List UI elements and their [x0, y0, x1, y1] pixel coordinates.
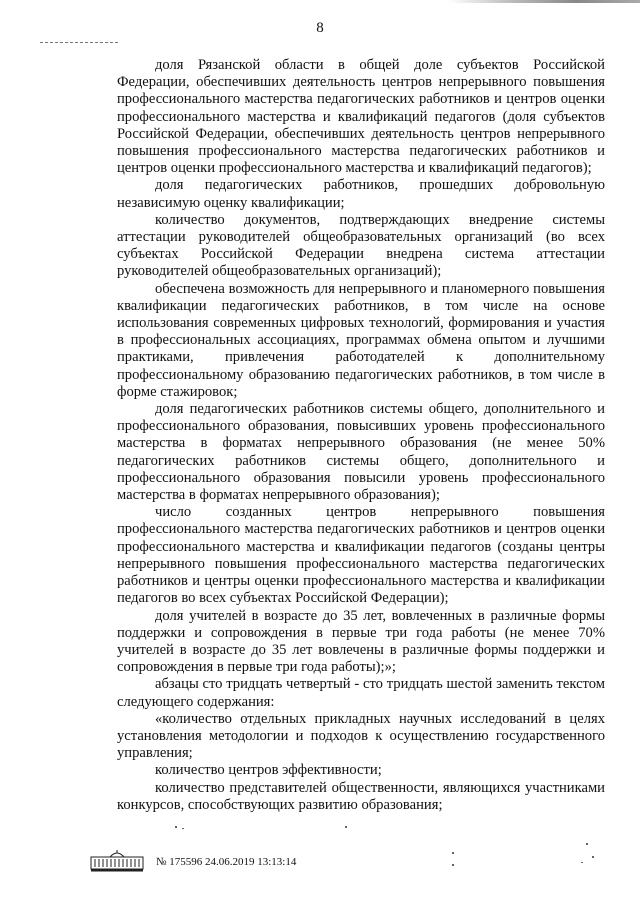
paragraph: количество представителей общественности, являющихся участниками конкурсов, способствующих развитию образования;: [117, 779, 605, 813]
paragraph: доля педагогических работников, прошедших добровольную независимую оценку квалификации;: [117, 177, 605, 211]
document-body: [117, 57, 605, 814]
scan-mark: [40, 42, 118, 45]
paragraph: количество центров эффективности;: [155, 762, 382, 779]
paragraph: абзацы сто тридцать четвертый - сто тридцать шестой заменить текстом следующего содержания:: [117, 676, 605, 710]
page-number: 8: [316, 20, 324, 36]
paragraph: доля педагогических работников системы общего, дополнительного и профессионального образования, повысивших уровень профессионального мастерства в форматах непрерывного образования (не менее 50% педагогических работников системы общего, дополнительного и профессионального образования повысили уровень профессионального мастерства в форматах непрерывного образования);: [117, 401, 605, 504]
paragraph: «количество отдельных прикладных научных исследований в целях установления методологии и подходов к осуществлению государственного управления;: [117, 710, 605, 762]
scan-speck: [452, 852, 454, 854]
scan-edge: [0, 0, 640, 3]
scan-speck: [586, 843, 588, 845]
scan-speck: [345, 826, 347, 828]
scan-speck: [592, 856, 594, 858]
government-building-stamp-icon: [90, 848, 144, 872]
footer: [90, 848, 610, 880]
paragraph: доля Рязанской области в общей доле субъектов Российской Федерации, обеспечивших деятельность центров непрерывного повышения профессионального мастерства педагогических работников и центров оценки профессионального мастерства и квалификаций педагогов (доля субъектов Российской Федерации, обеспечивших деятельность центров непрерывного повышения профессионального мастерства педагогических работников и центров оценки профессионального мастерства и квалификаций педагогов);: [117, 57, 605, 177]
scan-speck: [452, 864, 454, 866]
paragraph: количество документов, подтверждающих внедрение системы аттестации руководителей общеобразовательных организаций (во всех субъектах Российской Федерации внедрена система аттестации руководителей общеобразовательных организаций);: [117, 211, 605, 280]
paragraph: обеспечена возможность для непрерывного и планомерного повышения квалификации педагогических работников, в том числе на основе использования современных цифровых технологий, формирования и участия в профессиональных ассоциациях, программах обмена опытом и лучшими практиками, привлечения работодателей к дополнительному профессиональному образованию педагогических работников, в том числе в форме стажировок;: [117, 280, 605, 400]
scan-speck: [175, 826, 177, 828]
paragraph: число созданных центров непрерывного повышения профессионального мастерства педагогических работников и центров оценки профессионального мастерства и квалификации педагогов (созданы центры непрерывного повышения профессионального мастерства педагогических работников и центры оценки профессионального мастерства и квалификации педагогов во всех субъектах Российской Федерации);: [117, 504, 605, 607]
document-id: № 175596 24.06.2019 13:13:14: [156, 856, 297, 868]
paragraph: доля учителей в возрасте до 35 лет, вовлеченных в различные формы поддержки и сопровождения в первые три года работы (не менее 70% учителей в возрасте до 35 лет вовлечены в различные формы поддержки и сопровождения в первые три года работы);»;: [117, 607, 605, 676]
scan-speck: [581, 862, 583, 863]
scan-speck: [182, 828, 184, 829]
